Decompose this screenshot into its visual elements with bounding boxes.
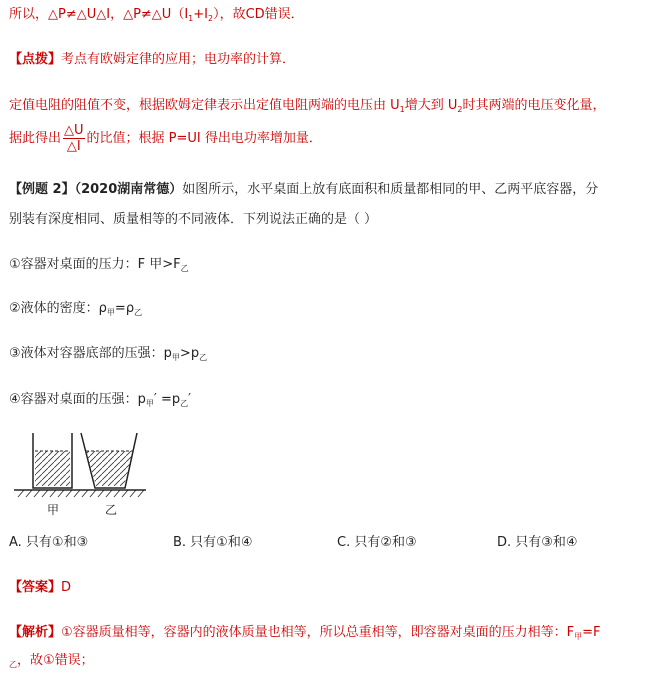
explanation-text: 的比值；根据 P=UI 得出电功率增加量． (86, 131, 322, 146)
subscript: 2 (457, 105, 463, 114)
subscript: 1 (188, 14, 194, 23)
example-source: （2020湖南常德） (74, 182, 183, 197)
statement-text: ②液体的密度：ρ (9, 301, 107, 316)
statement-text: =ρ (114, 301, 135, 316)
label-yi: 乙 (105, 503, 118, 517)
answer-value: D (61, 580, 72, 595)
subscript: 甲 (145, 399, 154, 408)
analysis-label: 【解析】 (9, 625, 62, 640)
subscript: 2 (207, 14, 214, 23)
analysis-text: ①容器质量相等，容器内的液体质量也相等，所以总重相等，即容器对桌面的压力相等：F (61, 625, 575, 640)
subscript: 乙 (199, 353, 208, 362)
label-jia: 甲 (47, 503, 60, 517)
example-question-text: 别装有深度相同、质量相等的不同液体．下列说法正确的是（ ） (9, 212, 378, 227)
conclusion-text: ），故CD错误． (213, 7, 304, 22)
answer-line (9, 579, 71, 597)
fraction-numerator: △U (64, 123, 84, 138)
subscript: 甲 (106, 308, 115, 317)
fraction-denominator: △I (66, 139, 81, 154)
statement-text: >p (179, 346, 200, 361)
example-label: 【例题 2】 (9, 182, 75, 197)
statement-text: ①容器对桌面的压力：F 甲>F (9, 257, 181, 272)
answer-label: 【答案】 (9, 580, 62, 595)
subscript: 1 (399, 105, 405, 114)
conclusion-text: 所以，△P≠△U△I，△P≠△U（I (9, 7, 189, 22)
explanation-text: 据此得出 (9, 131, 62, 146)
option-a[interactable]: A. 只有①和③ (9, 535, 89, 550)
statement-text: ③液体对容器底部的压强：p (9, 346, 172, 361)
hint-label: 【点拨】 (9, 52, 62, 67)
option-d[interactable]: D. 只有③和④ (497, 535, 578, 550)
analysis-line-2 (9, 652, 94, 674)
analysis-line-1 (9, 624, 601, 646)
liquid-jia (35, 451, 70, 486)
table-surface (14, 490, 146, 497)
explanation-text: 时其两端的电压变化量， (462, 98, 606, 113)
statement-text: ′ =p (153, 392, 181, 407)
option-b[interactable]: B. 只有①和④ (173, 535, 253, 550)
example-question-text: 如图所示，水平桌面上放有底面积和质量都相同的甲、乙两平底容器，分 (182, 182, 599, 197)
subscript: 甲 (171, 353, 180, 362)
container-yi (81, 433, 137, 488)
hint-text: 考点有欧姆定律的应用；电功率的计算． (61, 52, 296, 67)
analysis-text: =F (582, 625, 601, 640)
subscript: 乙 (9, 660, 17, 669)
subscript: 乙 (180, 399, 189, 408)
analysis-text: ，故①错误； (17, 653, 94, 668)
statement-text: ′ (188, 392, 192, 407)
conclusion-text: +I (193, 7, 208, 22)
explanation-text: 增大到 U (404, 98, 458, 113)
statement-text: ④容器对桌面的压强：p (9, 392, 146, 407)
container-jia (33, 433, 72, 488)
explanation-text: 定值电阻的阻值不变，根据欧姆定律表示出定值电阻两端的电压由 U (9, 98, 400, 113)
option-c[interactable]: C. 只有②和③ (337, 535, 417, 550)
subscript: 乙 (134, 308, 143, 317)
subscript: 乙 (180, 264, 189, 273)
subscript: 甲 (574, 632, 583, 641)
